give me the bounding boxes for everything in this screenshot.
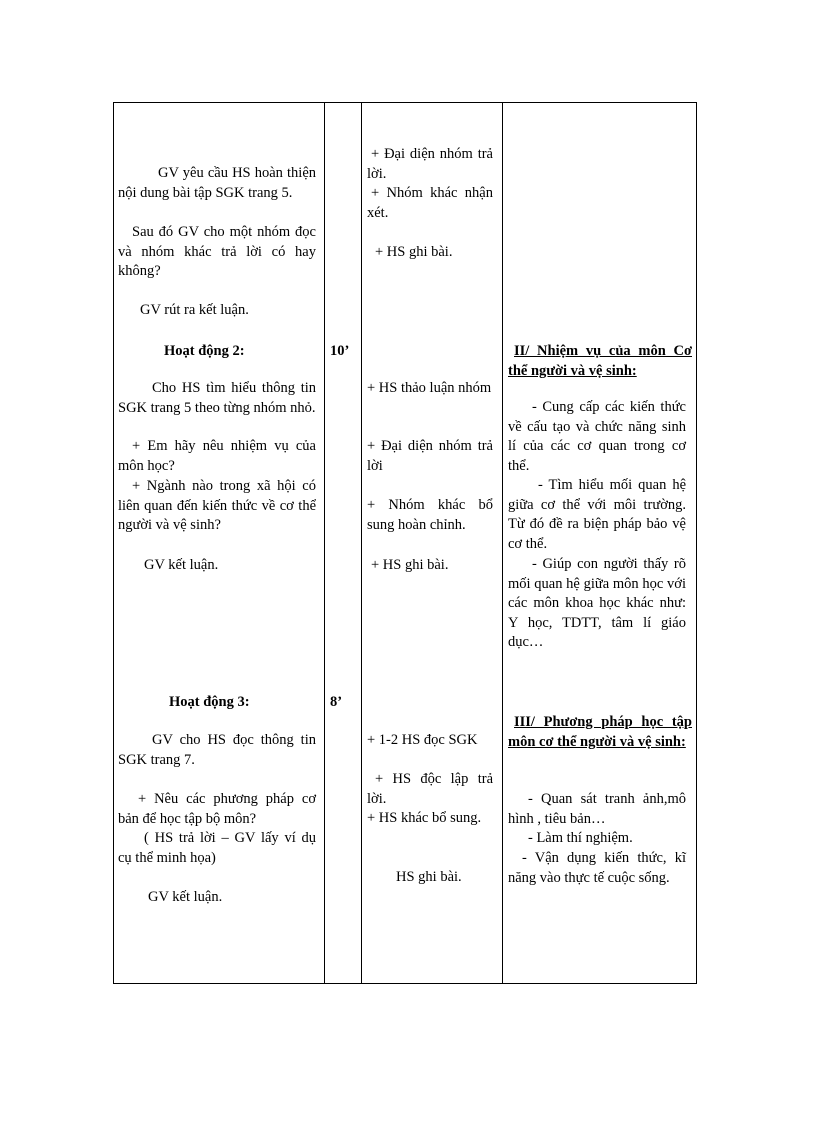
student-text-9: + HS độc lập trả lời. [367,771,493,807]
student-text-5: + Đại diện nhóm trả lời [367,438,493,474]
lesson-table [113,102,697,984]
content-text-1: - Cung cấp các kiến thức về cấu tạo và chức năng sinh lí của các cơ quan trong cơ thể. [508,399,686,474]
student-text-10: + HS khác bổ sung. [367,810,482,826]
column-divider-2 [361,103,362,983]
teacher-text-9: + Nêu các phương pháp cơ bản để học tập bộ môn? [118,791,316,827]
student-text-6: + Nhóm khác bổ sung hoàn chỉnh. [367,497,493,533]
column-divider-3 [502,103,503,983]
teacher-text-5: + Em hãy nêu nhiệm vụ của môn học? [118,438,316,474]
content-text-2: - Tìm hiểu mối quan hệ giữa cơ thể với môi trường. Từ đó đề ra biện pháp bảo vệ cơ thể. [508,477,686,552]
student-text-8: + 1-2 HS đọc SGK [367,732,478,748]
content-text-3: - Giúp con người thấy rõ mối quan hệ giữa môn học với các môn khoa học khác như: Y học, TDTT, tâm lí giáo dục… [508,556,686,650]
time-activity-3: 8’ [330,694,343,710]
student-text-11: HS ghi bài. [396,869,462,885]
teacher-text-11: GV kết luận. [148,889,223,905]
teacher-text-2: Sau đó GV cho một nhóm đọc và nhóm khác trả lời có hay không? [118,224,316,279]
teacher-text-6: + Ngành nào trong xã hội có liên quan đến kiến thức về cơ thể người và vệ sinh? [118,478,316,533]
student-text-4: + HS thảo luận nhóm [367,380,492,396]
student-text-1: + Đại diện nhóm trả lời. [367,146,493,182]
content-text-4: - Quan sát tranh ảnh,mô hình , tiêu bản… [508,791,686,827]
teacher-text-3: GV rút ra kết luận. [140,302,249,318]
teacher-text-8: GV cho HS đọc thông tin SGK trang 7. [118,732,316,768]
teacher-text-1: GV yêu cầu HS hoàn thiện nội dung bài tập SGK trang 5. [118,165,316,201]
content-text-5: - Làm thí nghiệm. [528,830,633,846]
activity-3-heading: Hoạt động 3: [169,694,250,710]
student-text-7: + HS ghi bài. [371,557,449,573]
teacher-text-10: ( HS trả lời – GV lấy ví dụ cụ thể minh họa) [118,830,316,866]
content-text-6: - Vận dụng kiến thức, kĩ năng vào thực tế cuộc sống. [508,850,686,886]
teacher-text-7: GV kết luận. [144,557,219,573]
teacher-text-4: Cho HS tìm hiểu thông tin SGK trang 5 theo từng nhóm nhỏ. [118,380,316,416]
activity-2-heading: Hoạt động 2: [164,343,245,359]
section-2-heading: II/ Nhiệm vụ của môn Cơ thể người và vệ sinh: [508,343,692,379]
student-text-3: + HS ghi bài. [375,244,453,260]
time-activity-2: 10’ [330,343,350,359]
section-3-heading: III/ Phương pháp học tập môn cơ thể người và vệ sinh: [508,714,692,750]
column-divider-1 [324,103,325,983]
student-text-2: + Nhóm khác nhận xét. [367,185,493,221]
